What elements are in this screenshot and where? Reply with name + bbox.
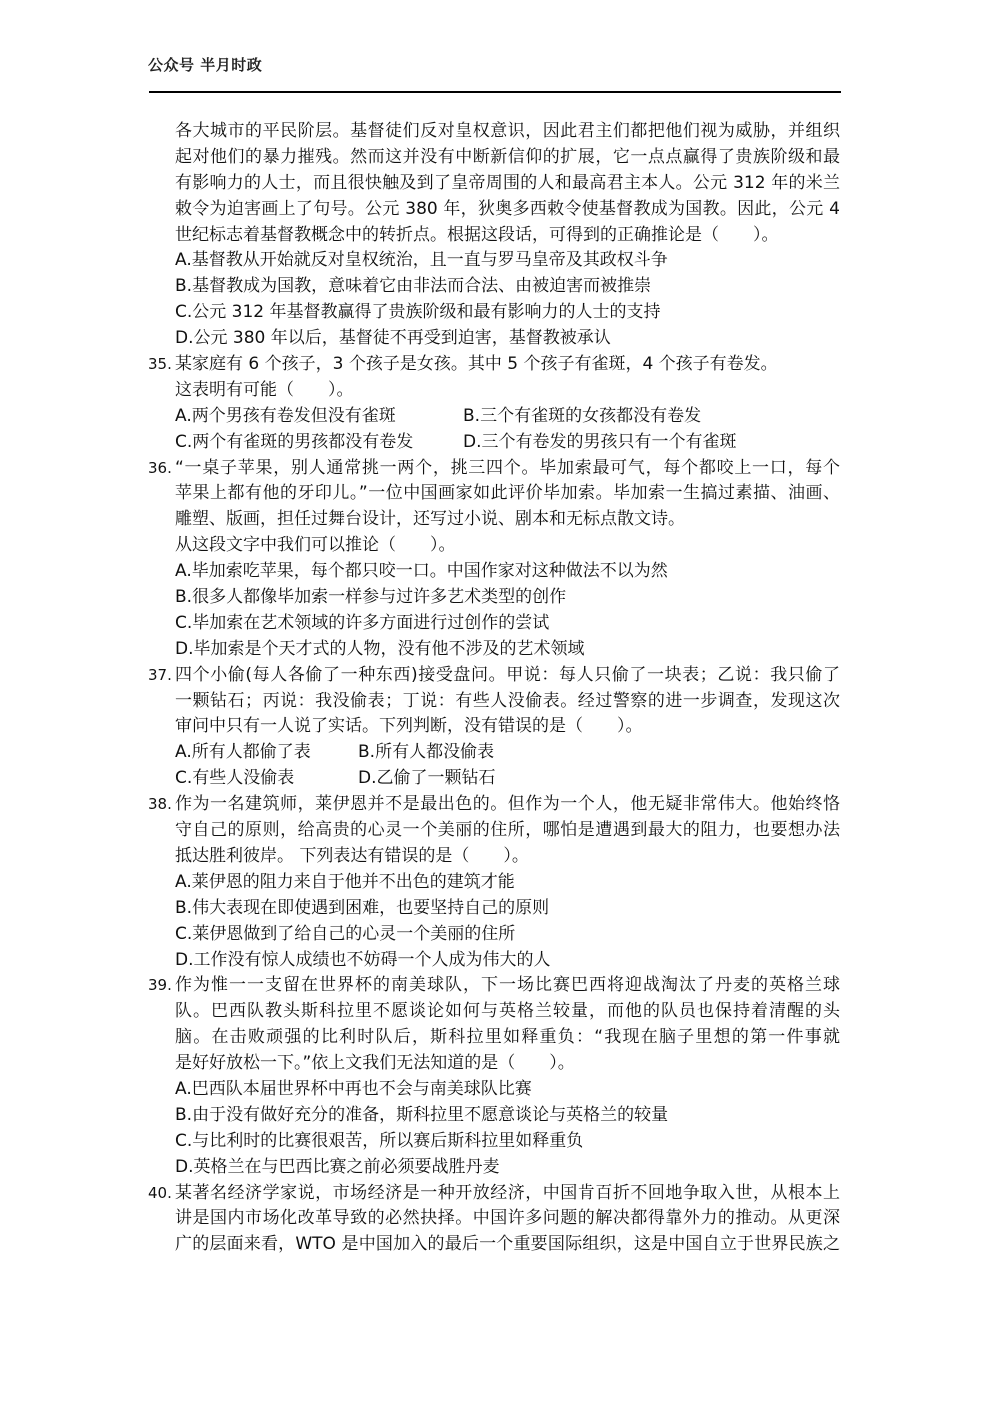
- line-text: C.莱伊恩做到了给自己的心灵一个美丽的住所: [175, 923, 516, 944]
- line-text: D.公元 380 年以后，基督徒不再受到迫害，基督教被承认: [175, 328, 611, 349]
- answer-option: C.有些人没偷表: [175, 768, 295, 789]
- text-line: [148, 870, 840, 896]
- text-line: [148, 714, 840, 740]
- text-line: [148, 145, 840, 171]
- text-line: [148, 119, 840, 145]
- line-text: 世纪标志着基督教概念中的转折点。根据这段话，可得到的正确推论是（ ）。: [175, 224, 779, 245]
- options-line: [148, 430, 840, 456]
- answer-option: D.乙偷了一颗钻石: [358, 768, 496, 789]
- text-line: [148, 1103, 840, 1129]
- line-text: C.毕加索在艺术领域的许多方面进行过创作的尝试: [175, 612, 550, 633]
- answer-option: B.所有人都没偷表: [358, 742, 495, 763]
- document-body: [148, 119, 840, 1258]
- question-line: [148, 973, 840, 999]
- text-line: [148, 1129, 840, 1155]
- text-line: [148, 948, 840, 974]
- question-number: 38.: [148, 795, 172, 814]
- line-text: 这表明有可能（ ）。: [175, 379, 354, 400]
- text-line: [148, 559, 840, 585]
- text-line: [148, 1051, 840, 1077]
- line-text: 脑。在击败顽强的比利时队后，斯科拉里如释重负：“我现在脑子里想的第一件事就: [175, 1027, 840, 1048]
- line-text: 讲是国内市场化改革导致的必然抉择。中国许多问题的解决都得靠外力的推动。从更深: [175, 1208, 840, 1229]
- line-text: 某著名经济学家说，市场经济是一种开放经济，中国肯百折不回地争取入世，从根本上: [175, 1182, 840, 1203]
- options-line: [148, 740, 840, 766]
- answer-option: B.三个有雀斑的女孩都没有卷发: [463, 405, 702, 426]
- text-line: [148, 248, 840, 274]
- line-text: 敕令为迫害画上了句号。公元 380 年，狄奥多西敕令使基督教成为国教。因此，公元 4: [175, 198, 840, 219]
- text-line: [148, 611, 840, 637]
- line-text: 有影响力的人士，而且很快触及到了皇帝周围的人和最高君主本人。公元 312 年的米兰: [175, 172, 840, 193]
- line-text: 苹果上都有他的牙印儿。”一位中国画家如此评价毕加索。毕加索一生搞过素描、油画、: [175, 483, 840, 504]
- line-text: C.与比利时的比赛很艰苦，所以赛后斯科拉里如释重负: [175, 1130, 584, 1151]
- text-line: [148, 1232, 840, 1258]
- line-text: C.公元 312 年基督教赢得了贵族阶级和最有影响力的人士的支持: [175, 302, 661, 323]
- question-number: 39.: [148, 976, 172, 995]
- text-line: [148, 326, 840, 352]
- text-line: [148, 844, 840, 870]
- text-line: [148, 507, 840, 533]
- question-line: [148, 456, 840, 482]
- line-text: 队。巴西队教头斯科拉里不愿谈论如何与英格兰较量，而他的队员也保持着清醒的头: [175, 1001, 840, 1022]
- text-line: [148, 300, 840, 326]
- line-text: B.基督教成为国教，意味着它由非法而合法、由被迫害而被推崇: [175, 276, 652, 297]
- line-text: 是好好放松一下。”依上文我们无法知道的是（ ）。: [175, 1053, 575, 1074]
- line-text: 广的层面来看，WTO 是中国加入的最后一个重要国际组织，这是中国自立于世界民族之: [175, 1234, 840, 1255]
- text-line: [148, 378, 840, 404]
- line-text: A.莱伊恩的阻力来自于他并不出色的建筑才能: [175, 871, 515, 892]
- question-number: 40.: [148, 1183, 172, 1202]
- header-divider: [149, 91, 841, 93]
- question-line: [148, 663, 840, 689]
- text-line: [148, 1077, 840, 1103]
- line-text: 起对他们的暴力摧残。然而这并没有中断新信仰的扩展，它一点点赢得了贵族阶级和最: [175, 146, 840, 167]
- text-line: [148, 197, 840, 223]
- line-text: D.英格兰在与巴西比赛之前必须要战胜丹麦: [175, 1156, 500, 1177]
- line-text: 雕塑、版画，担任过舞台设计，还写过小说、剧本和无标点散文诗。: [175, 509, 685, 530]
- line-text: A.毕加索吃苹果，每个都只咬一口。中国作家对这种做法不以为然: [175, 561, 668, 582]
- line-text: 作为一名建筑师，莱伊恩并不是最出色的。但作为一个人，他无疑非常伟大。他始终恪: [175, 794, 840, 815]
- question-number: 36.: [148, 458, 172, 477]
- line-text: B.由于没有做好充分的准备，斯科拉里不愿意谈论与英格兰的较量: [175, 1104, 669, 1125]
- question-number: 37.: [148, 665, 172, 684]
- text-line: [148, 585, 840, 611]
- answer-option: D.三个有卷发的男孩只有一个有雀斑: [463, 431, 737, 452]
- text-line: [148, 689, 840, 715]
- text-line: [148, 896, 840, 922]
- text-line: [148, 1025, 840, 1051]
- text-line: [148, 818, 840, 844]
- line-text: 四个小偷(每人各偷了一种东西)接受盘问。甲说：每人只偷了一块表；乙说：我只偷了: [175, 664, 840, 685]
- text-line: [148, 171, 840, 197]
- text-line: [148, 999, 840, 1025]
- text-line: [148, 223, 840, 249]
- line-text: 各大城市的平民阶层。基督徒们反对皇权意识，因此君主们都把他们视为威胁，并组织: [175, 121, 840, 141]
- options-line: [148, 766, 840, 792]
- line-text: 作为惟一一支留在世界杯的南美球队，下一场比赛巴西将迎战淘汰了丹麦的英格兰球: [175, 975, 840, 996]
- answer-option: A.所有人都偷了表: [175, 742, 311, 763]
- page-header-title: 公众号 半月时政: [148, 56, 263, 74]
- text-line: [148, 637, 840, 663]
- text-line: [148, 481, 840, 507]
- line-text: 守自己的原则，给高贵的心灵一个美丽的住所，哪怕是遭遇到最大的阻力，也要想办法: [175, 820, 840, 841]
- line-text: “一桌子苹果，别人通常挑一两个，挑三四个。毕加索最可气，每个都咬上一口，每个: [175, 457, 840, 478]
- options-line: [148, 404, 840, 430]
- line-text: 一颗钻石；丙说：我没偷表；丁说：有些人没偷表。经过警察的进一步调查，发现这次: [175, 690, 840, 711]
- question-number: 35.: [148, 355, 172, 374]
- line-text: A.基督教从开始就反对皇权统治，且一直与罗马皇帝及其政权斗争: [175, 250, 668, 271]
- line-text: D.毕加索是个天才式的人物，没有他不涉及的艺术领域: [175, 638, 585, 659]
- line-text: A.巴西队本届世界杯中再也不会与南美球队比赛: [175, 1078, 532, 1099]
- line-text: 抵达胜利彼岸。 下列表达有错误的是（ ）。: [175, 845, 529, 866]
- line-text: 从这段文字中我们可以推论（ ）。: [175, 535, 456, 556]
- text-line: [148, 1155, 840, 1181]
- line-text: 某家庭有 6 个孩子，3 个孩子是女孩。其中 5 个孩子有雀斑，4 个孩子有卷发。: [175, 354, 778, 375]
- line-text: B.很多人都像毕加索一样参与过许多艺术类型的创作: [175, 587, 567, 608]
- text-line: [148, 1206, 840, 1232]
- question-line: [148, 1181, 840, 1207]
- line-text: 审问中只有一人说了实话。下列判断，没有错误的是（ ）。: [175, 716, 643, 737]
- text-line: [148, 533, 840, 559]
- question-line: [148, 352, 840, 378]
- line-text: D.工作没有惊人成绩也不妨碍一个人成为伟大的人: [175, 949, 551, 970]
- question-line: [148, 792, 840, 818]
- text-line: [148, 922, 840, 948]
- line-text: B.伟大表现在即使遇到困难，也要坚持自己的原则: [175, 897, 550, 918]
- answer-option: A.两个男孩有卷发但没有雀斑: [175, 405, 396, 426]
- answer-option: C.两个有雀斑的男孩都没有卷发: [175, 431, 414, 452]
- text-line: [148, 274, 840, 300]
